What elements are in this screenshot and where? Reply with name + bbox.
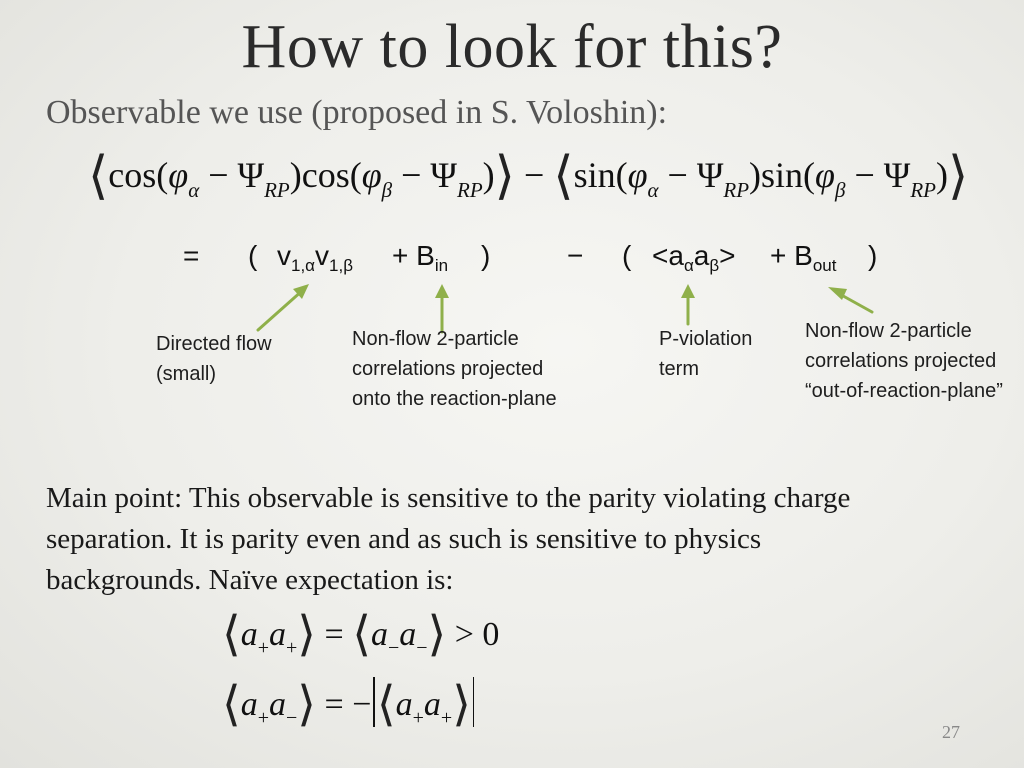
annotation-nonflow-out: Non-flow 2-particle correlations projected “out-of-reaction-plane” <box>805 320 1003 402</box>
b-out-term: + $B_{out}$ <box>770 240 837 275</box>
main-point-text: Main point: This observable is sensitive to the parity violating charge separation. It is parity even and as such is sensitive to physics backgrounds. Naïve expectation is: <box>46 482 851 596</box>
annotation-p-violation: P-violation term <box>659 328 753 380</box>
observable-equation: $⟨\cos(\varphi_\alpha - \Psi_{RP})\cos(\varphi_\beta$ − $\Psi_{RP})⟩$ − $⟨\sin(\varphi_\alpha - \Psi_{RP})\sin(\varphi_\beta$ − $\Psi_{RP})⟩$ <box>88 148 969 205</box>
open-paren-2: ( <box>622 240 632 271</box>
open-paren-1: ( <box>248 240 258 271</box>
arrow-directed-flow <box>258 290 303 330</box>
close-paren-2: ) <box>868 240 878 271</box>
a-alpha-a-beta-term: $<a_\alpha a_\beta>$ <box>652 240 736 275</box>
page-number: 27 <box>942 722 960 742</box>
arrowhead-nonflow-in <box>435 284 449 298</box>
annotation-nonflow-in: Non-flow 2-particle correlations projected onto the reaction-plane <box>352 328 557 410</box>
slide-title: How to look for this? <box>241 13 783 81</box>
expectation-equation-1: $⟨a_+a_+⟩$ = $⟨a_-a_-⟩ > 0$ <box>222 608 500 661</box>
minus-sign: − <box>567 240 584 271</box>
arrowhead-p-violation <box>681 284 695 298</box>
b-in-term: + $B_{in}$ <box>392 240 449 275</box>
close-paren-1: ) <box>481 240 491 271</box>
annotation-directed-flow: Directed flow (small) <box>156 333 272 385</box>
v1-alpha-term: $v_{1,\alpha}v_{1,\beta}$ <box>277 240 353 275</box>
slide-subtitle: Observable we use (proposed in S. Voloshin): <box>46 94 668 131</box>
equals-sign: = <box>183 240 200 271</box>
expectation-equation-2: $⟨a_+a_-⟩$ = − $⟨a_+a_+⟩$ <box>222 676 476 732</box>
